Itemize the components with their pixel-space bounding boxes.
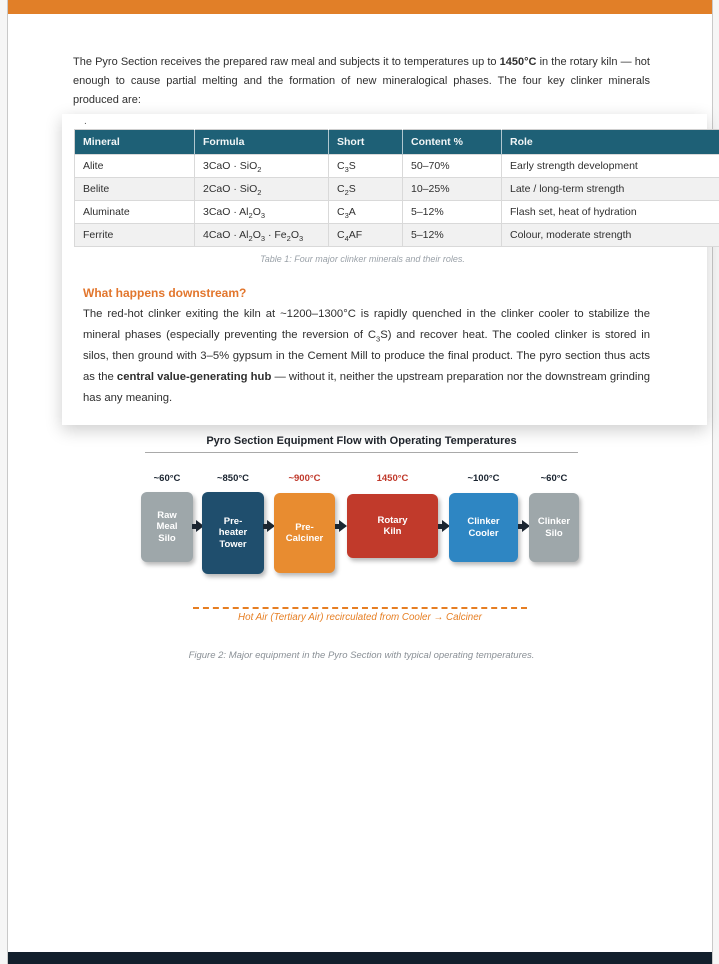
flow-node-pre-heater-tower: Pre- heater Tower xyxy=(202,492,264,574)
flow-node-clinker-cooler: Clinker Cooler xyxy=(449,493,518,562)
column-header: Role xyxy=(502,130,719,155)
table-cell: Flash set, heat of hydration xyxy=(502,201,719,224)
column-header: Content % xyxy=(403,130,502,155)
embedded-content-block xyxy=(62,114,707,425)
table-header-row xyxy=(75,130,719,155)
table-row xyxy=(75,201,719,224)
table-row xyxy=(75,224,719,247)
temp-label-rotary-kiln: 1450°C xyxy=(376,473,409,484)
table-cell: 50–70% xyxy=(403,155,502,178)
table-row xyxy=(75,155,719,178)
table-cell: 5–12% xyxy=(403,224,502,247)
temp-label-pre-heater-tower: ~850°C xyxy=(216,473,250,484)
table-cell: $C_3S$ xyxy=(329,155,403,178)
flow-arrow-icon xyxy=(438,520,450,532)
hot-air-label: Hot Air (Tertiary Air) recirculated from Cooler → Calciner xyxy=(238,612,482,623)
table-cell: Aluminate xyxy=(75,201,195,224)
table-cell: $4CaO \cdot Al_2O_3 \cdot Fe_2O_3$ xyxy=(195,224,329,247)
flow-node-rotary-kiln: Rotary Kiln xyxy=(347,494,438,558)
intro-paragraph: The Pyro Section receives the prepared raw meal and subjects it to temperatures up to 1450°C in the rotary kiln — hot enough to cause partial melting and the formation of new mineralogical phases. The four key clinker minerals produced are: xyxy=(73,56,650,106)
temp-label-raw-meal-silo: ~60°C xyxy=(153,473,181,484)
downstream-heading: What happens downstream? xyxy=(83,286,247,300)
table-caption: Table 1: Four major clinker minerals and their roles. xyxy=(260,254,465,264)
downstream-paragraph: The red-hot clinker exiting the kiln at ~1200–1300°C is rapidly quenched in the clinker cooler to stabilize the mineral phases (especially preventing the reversion of $C_3S$) and recover heat. The cooled clinker is stored in silos, then ground with 3–5% gypsum in the Cement Mill to produce the final product. The pyro section thus acts as the central value-generating hub — without it, neither the upstream preparation nor the downstream grinding has any meaning. xyxy=(83,308,651,404)
figure-caption: Figure 2: Major equipment in the Pyro Section with typical operating temperatures. xyxy=(188,650,535,661)
temp-label-pre-calciner: ~900°C xyxy=(288,473,321,484)
table-cell: Ferrite xyxy=(75,224,195,247)
table-cell: $C_2S$ xyxy=(329,178,403,201)
flow-node-pre-calciner: Pre- Calciner xyxy=(274,493,335,573)
flow-arrow-icon xyxy=(335,520,347,532)
page-content xyxy=(8,53,712,661)
column-header: Mineral xyxy=(75,130,195,155)
table-cell: 5–12% xyxy=(403,201,502,224)
equipment-flow-diagram xyxy=(8,453,712,628)
figure-title: Pyro Section Equipment Flow with Operating Temperatures xyxy=(206,435,517,447)
temp-label-clinker-silo: ~60°C xyxy=(540,473,568,484)
column-header: Formula xyxy=(195,130,329,155)
table-cell: 10–25% xyxy=(403,178,502,201)
table-cell: Colour, moderate strength xyxy=(502,224,719,247)
header-accent-bar xyxy=(8,0,712,14)
figure-block xyxy=(73,435,650,661)
table-cell: Late / long-term strength xyxy=(502,178,719,201)
document-page xyxy=(7,0,713,964)
table-cell: 3CaO · SiO$_2$ xyxy=(195,155,329,178)
table-row xyxy=(75,178,719,201)
stray-mark: . xyxy=(84,116,87,127)
table-body xyxy=(75,155,719,247)
column-header: Short xyxy=(329,130,403,155)
table-cell: $C_4AF$ xyxy=(329,224,403,247)
hot-air-dashed-line xyxy=(193,607,527,609)
flow-node-raw-meal-silo: Raw Meal Silo xyxy=(141,492,193,562)
clinker-minerals-table xyxy=(74,129,719,247)
table-cell: Early strength development xyxy=(502,155,719,178)
flow-node-clinker-silo: Clinker Silo xyxy=(529,493,579,562)
table-cell: 2CaO · SiO$_2$ xyxy=(195,178,329,201)
table-cell: $C_3A$ xyxy=(329,201,403,224)
temp-label-clinker-cooler: ~100°C xyxy=(467,473,500,484)
table-cell: Alite xyxy=(75,155,195,178)
footer-bar xyxy=(8,952,712,964)
flow-arrow-icon xyxy=(518,520,530,532)
table-cell: $3CaO \cdot Al_2O_3$ xyxy=(195,201,329,224)
table-cell: Belite xyxy=(75,178,195,201)
